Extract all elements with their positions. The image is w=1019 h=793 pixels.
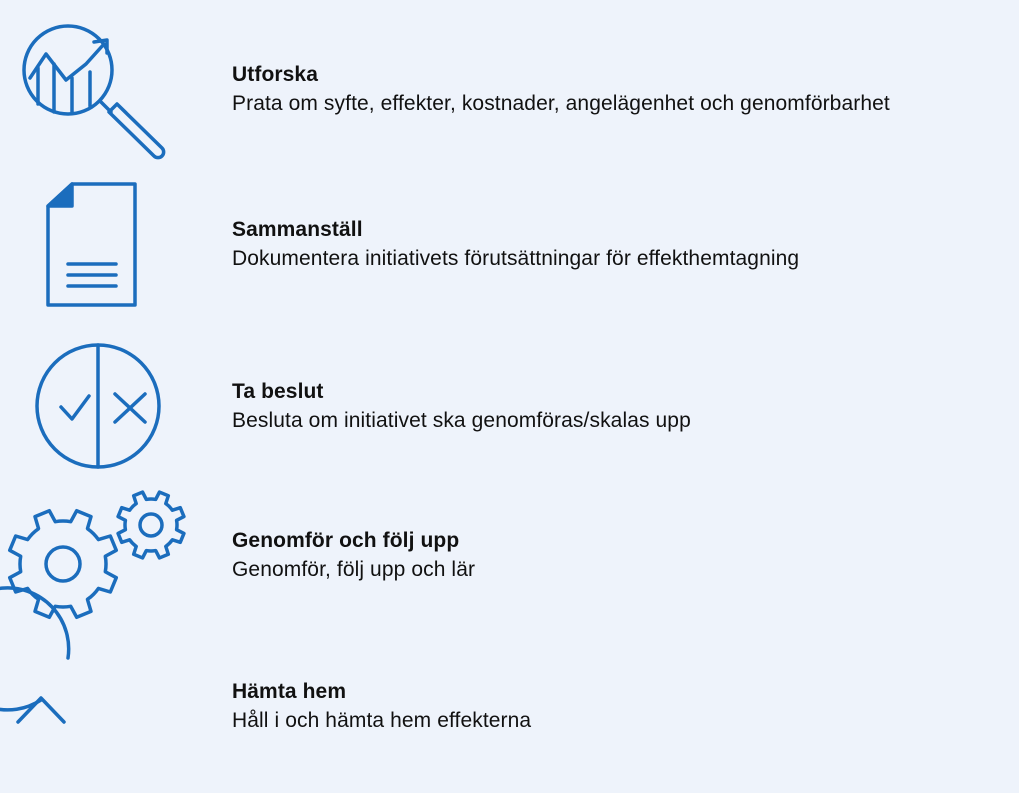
- document-icon: [46, 182, 138, 308]
- small-gear-hub: [140, 514, 162, 536]
- step-text: [232, 678, 531, 736]
- step-description: Genomför, följ upp och lär: [232, 558, 476, 581]
- check-cross-circle-icon: [35, 343, 163, 471]
- step-description: Besluta om initiativet ska genomföras/skalas upp: [232, 409, 691, 432]
- large-gear-hub: [46, 547, 80, 581]
- step-title: Ta beslut: [232, 380, 324, 403]
- step-text: [232, 61, 890, 119]
- step-title: Genomför och följ upp: [232, 529, 460, 552]
- step-text: [232, 216, 799, 274]
- step-title: Sammanställ: [232, 218, 363, 241]
- step-text: [232, 378, 691, 436]
- small-gear-shape: [118, 492, 184, 558]
- step-description: Håll i och hämta hem effekterna: [232, 709, 532, 732]
- step-text: [232, 527, 475, 585]
- cycle-arrow-icon: [14, 642, 169, 774]
- step-description: Dokumentera initiativets förutsättningar för effekthemtagning: [232, 247, 800, 270]
- magnifier-chart-icon: [20, 20, 170, 165]
- step-title: Hämta hem: [232, 680, 347, 703]
- step-title: Utforska: [232, 63, 318, 86]
- gears-icon: [0, 485, 195, 625]
- large-gear-shape: [10, 511, 117, 618]
- step-description: Prata om syfte, effekter, kostnader, angelägenhet och genomförbarhet: [232, 92, 890, 115]
